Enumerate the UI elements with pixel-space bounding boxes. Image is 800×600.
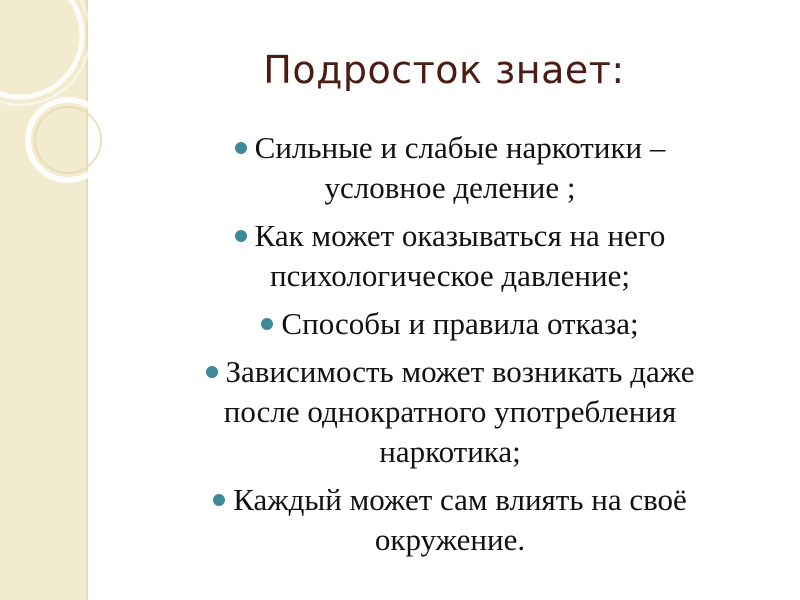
list-item	[150, 480, 750, 560]
list-item-line: Как может оказываться на него	[254, 218, 666, 253]
list-item-line: психологическое давление;	[270, 258, 630, 293]
list-item-line: Способы и правила отказа;	[281, 306, 639, 341]
list-item	[150, 128, 750, 208]
bullet-list	[150, 128, 750, 568]
teal-dot-icon	[213, 494, 225, 506]
list-item-line: наркотика;	[379, 434, 521, 469]
list-item	[150, 216, 750, 296]
teal-dot-icon	[206, 366, 218, 378]
slide-title: Подросток знает:	[263, 48, 625, 92]
teal-dot-icon	[261, 318, 273, 330]
list-item	[150, 352, 750, 472]
list-item-line: окружение.	[374, 522, 526, 557]
list-item-line: Каждый может сам влиять на своё	[233, 482, 687, 517]
list-item	[150, 304, 750, 344]
teal-dot-icon	[235, 230, 247, 242]
list-item-line: условное деление ;	[324, 170, 576, 205]
list-item-line: Сильные и слабые наркотики –	[254, 130, 666, 165]
list-item-line: после однократного употребления	[223, 394, 677, 429]
list-item-line: Зависимость может возникать даже	[225, 354, 695, 389]
teal-dot-icon	[235, 142, 247, 154]
ring-decoration-icon	[0, 0, 120, 220]
